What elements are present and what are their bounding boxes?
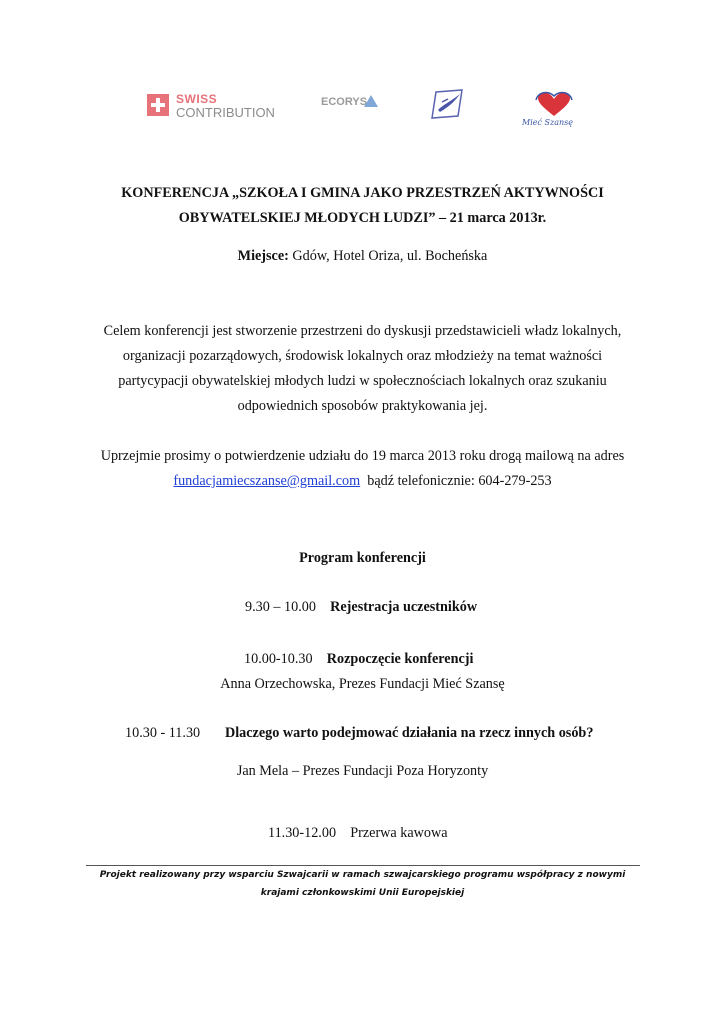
email-link[interactable]: fundacjamiecszanse@gmail.com xyxy=(173,473,361,489)
program-time: 9.30 – 10.00 xyxy=(245,599,316,615)
ecorys-logo xyxy=(321,94,381,114)
ecorys-logo-text: ECORYS xyxy=(321,96,368,108)
heart-icon xyxy=(534,90,574,118)
swiss-cross-icon xyxy=(147,94,169,116)
swiss-logo-line2: CONTRIBUTION xyxy=(176,105,275,120)
purpose-line-4: odpowiednich sposobów praktykowania jej. xyxy=(237,398,488,414)
bird-logo xyxy=(430,88,466,120)
title-line-2: OBYWATELSKIEJ MŁODYCH LUDZI” – 21 marca 2013r. xyxy=(178,210,547,226)
program-item-opening xyxy=(244,651,473,668)
footer-line-1: Projekt realizowany przy wsparciu Szwajcarii w ramach szwajcarskiego programu współpracy z nowymi xyxy=(99,870,626,880)
program-title: Rejestracja uczestników xyxy=(330,599,478,615)
swiss-contribution-logo xyxy=(147,92,275,122)
footer-line-2: krajami członkowskimi Unii Europejskiej xyxy=(260,888,465,898)
footer-divider xyxy=(86,865,640,866)
program-speaker-opening: Anna Orzechowska, Prezes Fundacji Mieć Szansę xyxy=(220,676,505,692)
swiss-logo-line1: SWISS xyxy=(176,92,218,106)
place-line xyxy=(0,248,725,265)
program-item-registration xyxy=(245,599,477,616)
program-title: Rozpoczęcie konferencji xyxy=(326,651,474,667)
bird-icon xyxy=(430,88,466,120)
confirm-line-2 xyxy=(0,473,725,490)
program-heading: Program konferencji xyxy=(299,550,426,566)
miec-szanse-logo-text: Mieć Szansę xyxy=(522,118,573,127)
purpose-line-1: Celem konferencji jest stworzenie przestrzeni do dyskusji przedstawicieli władz lokalnych, xyxy=(103,323,622,339)
program-title: Dlaczego warto podejmować działania na rzecz innych osób? xyxy=(224,725,594,741)
program-item-break xyxy=(268,825,448,842)
program-time: 11.30-12.00 xyxy=(268,825,337,841)
program-title: Przerwa kawowa xyxy=(350,825,448,841)
miec-szanse-logo xyxy=(520,90,582,130)
program-speaker-talk: Jan Mela – Prezes Fundacji Poza Horyzonty xyxy=(236,763,489,779)
sponsor-logos xyxy=(0,84,725,134)
program-time: 10.30 - 11.30 xyxy=(125,725,201,741)
confirm-line-1: Uprzejmie prosimy o potwierdzenie udziału do 19 marca 2013 roku drogą mailową na adres xyxy=(100,448,625,464)
title-line-1: KONFERENCJA „SZKOŁA I GMINA JAKO PRZESTRZEŃ AKTYWNOŚCI xyxy=(121,185,604,201)
program-time: 10.00-10.30 xyxy=(244,651,313,667)
program-item-talk xyxy=(125,725,593,742)
place-value: Gdów, Hotel Oriza, ul. Bocheńska xyxy=(292,248,488,264)
purpose-line-3: partycypacji obywatelskiej młodych ludzi w społecznościach lokalnych oraz szukaniu xyxy=(118,373,607,389)
ecorys-triangle-icon xyxy=(363,94,379,108)
purpose-line-2: organizacji pozarządowych, środowisk lokalnych oraz młodzieży na temat ważności xyxy=(122,348,603,364)
phone-text: bądź telefonicznie: 604-279-253 xyxy=(367,473,552,489)
place-label: Miejsce: xyxy=(237,248,289,264)
